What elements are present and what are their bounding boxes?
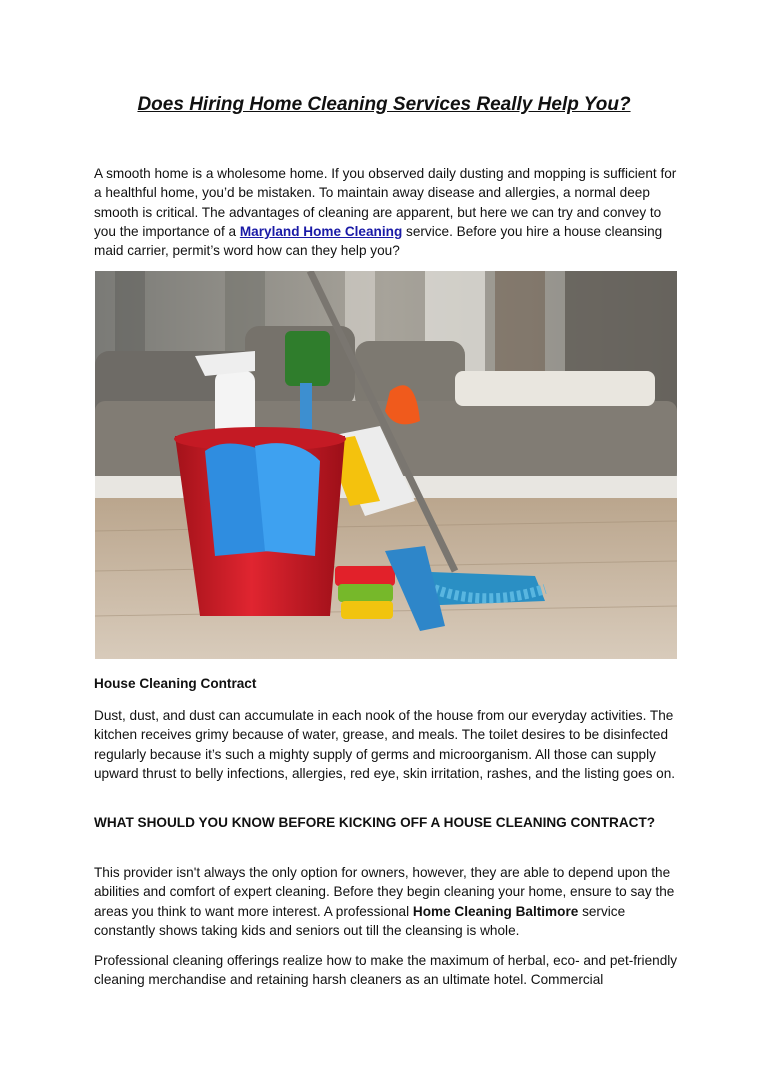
- page-title: Does Hiring Home Cleaning Services Really Help You?: [137, 94, 631, 115]
- intro-paragraph: [94, 164, 684, 260]
- section-heading-house-cleaning-contract: House Cleaning Contract: [94, 676, 257, 691]
- home-cleaning-baltimore-bold: Home Cleaning Baltimore: [412, 903, 579, 919]
- section-heading-what-to-know: WHAT SHOULD YOU KNOW BEFORE KICKING OFF A HOUSE CLEANING CONTRACT?: [94, 815, 656, 830]
- section2-p1-text-after: service constantly shows taking kids and seniors out till the cleansing is whole.: [94, 903, 626, 938]
- intro-text-after: service. Before you hire a house cleansing maid carrier, permit’s word how can they help you?: [94, 223, 663, 259]
- maryland-home-cleaning-link[interactable]: Maryland Home Cleaning: [239, 223, 403, 239]
- intro-text-before: A smooth home is a wholesome home. If you observed daily dusting and mopping is sufficient for a healthful home, you’d be mistaken. To maintain away disease and allergies, a normal deep smooth is critical. The advantages of cleaning are apparent, but here we can try and convey to you the importance of a: [94, 166, 677, 239]
- section1-paragraph: Dust, dust, and dust can accumulate in each nook of the house from our everyday activities. The kitchen receives grimy because of water, grease, and meals. The toilet desires to be disinfected regularly because it’s such a mighty supply of germs and microorganism. All those can supply upward thrust to belly infections, allergies, red eye, skin irritation, rashes, and the listing goes on.: [94, 708, 676, 781]
- section2-p1-text-before: This provider isn't always the only option for owners, however, they are able to depend upon the abilities and comfort of expert cleaning. Before they begin cleaning your home, ensure to say the areas you think to want more interest. A professional: [94, 865, 675, 919]
- section2-paragraph-2: Professional cleaning offerings realize how to make the maximum of herbal, eco- and pet-friendly cleaning merchandise and retaining harsh cleaners as an ultimate hotel. Commercial: [94, 953, 678, 988]
- cleaning-supplies-image: [95, 271, 677, 659]
- section2-paragraph-1: [94, 863, 684, 940]
